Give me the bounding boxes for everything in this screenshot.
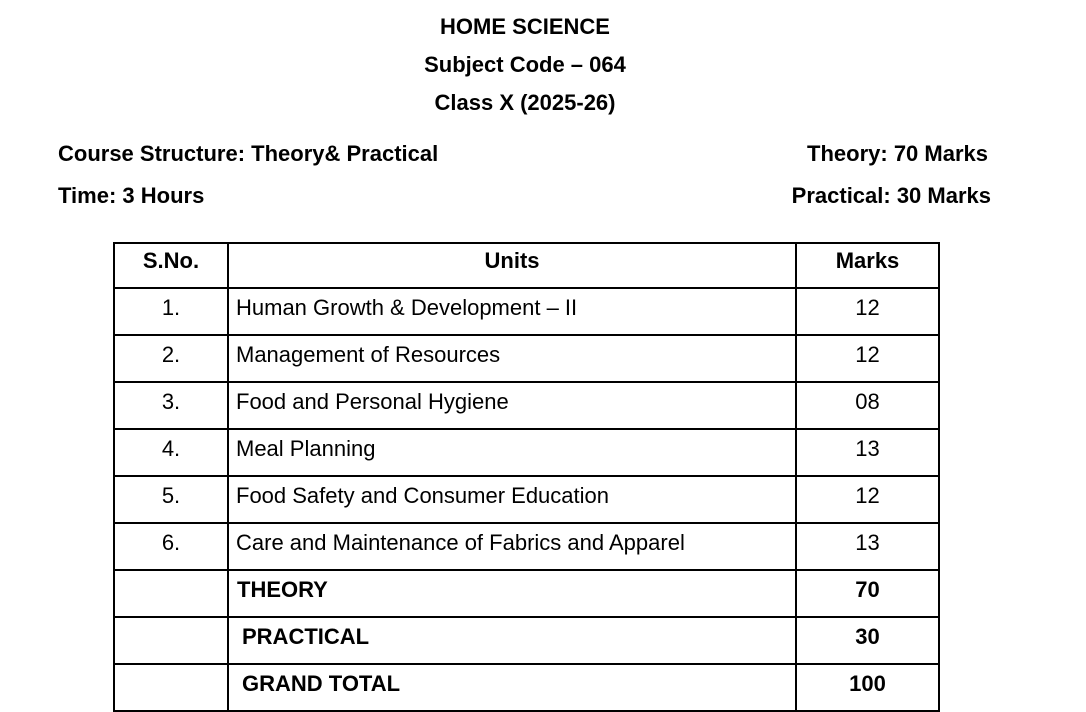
table-row [114,429,939,476]
row-sno: 5. [114,476,228,523]
row-marks: 13 [796,429,939,476]
empty-cell [114,617,228,664]
course-structure: Course Structure: Theory& Practical [58,141,439,166]
total-row-theory [114,570,939,617]
row-marks: 12 [796,288,939,335]
row-sno: 2. [114,335,228,382]
subject-title: HOME SCIENCE [440,14,610,39]
row-sno: 1. [114,288,228,335]
row-sno: 4. [114,429,228,476]
row-marks: 13 [796,523,939,570]
grand-total-marks: 100 [796,664,939,711]
table-row [114,335,939,382]
row-sno: 3. [114,382,228,429]
row-unit: Management of Resources [228,335,796,382]
class-session: Class X (2025-26) [434,90,616,115]
table-row [114,288,939,335]
sno-header: S.No. [114,243,228,288]
row-unit: Food and Personal Hygiene [228,382,796,429]
table-row [114,382,939,429]
total-row-grand [114,664,939,711]
marks-table [113,242,940,712]
table-row [114,523,939,570]
row-marks: 08 [796,382,939,429]
theory-total-marks: 70 [796,570,939,617]
total-row-practical [114,617,939,664]
row-unit: Human Growth & Development – II [228,288,796,335]
row-unit: Food Safety and Consumer Education [228,476,796,523]
row-unit: Care and Maintenance of Fabrics and Apparel [228,523,796,570]
row-unit: Meal Planning [228,429,796,476]
row-marks: 12 [796,476,939,523]
marks-header: Marks [796,243,939,288]
practical-total-marks: 30 [796,617,939,664]
table-row [114,476,939,523]
theory-marks: Theory: 70 Marks [807,141,988,166]
subject-code: Subject Code – 064 [424,52,626,77]
theory-total-label: THEORY [228,570,796,617]
grand-total-label: GRAND TOTAL [228,664,796,711]
empty-cell [114,570,228,617]
practical-total-label: PRACTICAL [228,617,796,664]
empty-cell [114,664,228,711]
row-marks: 12 [796,335,939,382]
units-header: Units [228,243,796,288]
row-sno: 6. [114,523,228,570]
table-header-row [114,243,939,288]
exam-time: Time: 3 Hours [58,183,205,208]
practical-marks: Practical: 30 Marks [791,183,991,208]
